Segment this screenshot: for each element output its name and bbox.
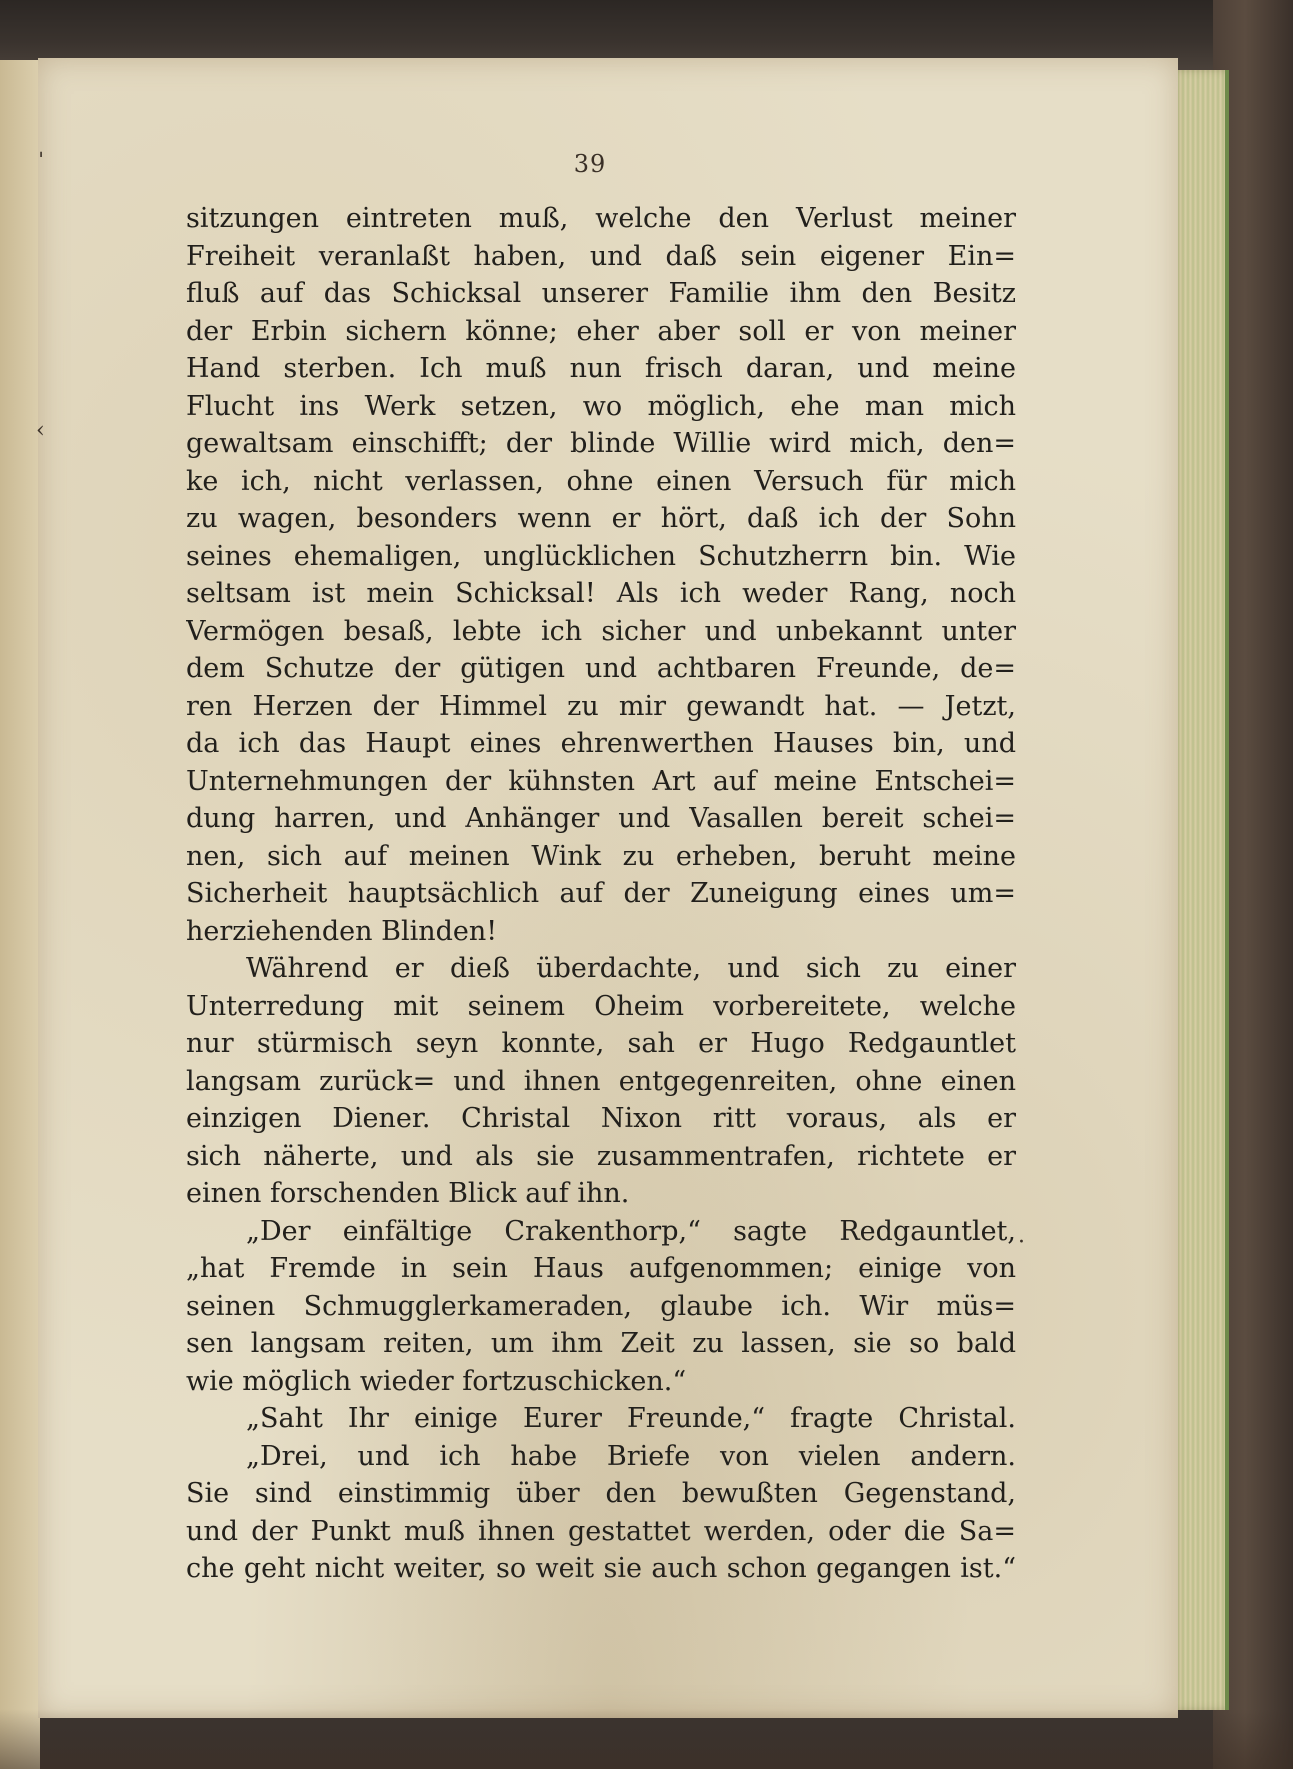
text-line: Unternehmungen der kühnsten Art auf meine Entschei= xyxy=(186,765,1016,797)
text-line: sen langsam reiten, um ihm Zeit zu lassen, sie so bald xyxy=(186,1328,1016,1359)
page-edge-stack xyxy=(1170,70,1229,1710)
text-line: Unterredung mit seinem Oheim vorbereitete, welche xyxy=(186,990,1016,1022)
text-line: ke ich, nicht verlassen, ohne einen Versuch für mich xyxy=(186,465,1016,497)
margin-dot-mark: · xyxy=(1018,1230,1025,1255)
margin-arrow-mark: ‹ xyxy=(36,418,45,443)
text-line: Während er dieß überdachte, und sich zu einer xyxy=(246,953,1016,984)
text-line: und der Punkt muß ihnen gestattet werden, oder die Sa= xyxy=(186,1515,1016,1547)
text-line: Flucht ins Werk setzen, wo möglich, ehe man mich xyxy=(186,390,1016,422)
text-line: langsam zurück= und ihnen entgegenreiten, ohne einen xyxy=(186,1065,1016,1097)
text-line: nen, sich auf meinen Wink zu erheben, beruht meine xyxy=(186,840,1016,872)
text-line: nur stürmisch seyn konnte, sah er Hugo Redgauntlet xyxy=(186,1028,1016,1059)
text-line: zu wagen, besonders wenn er hört, daß ich der Sohn xyxy=(186,503,1016,534)
text-line: einzigen Diener. Christal Nixon ritt voraus, als er xyxy=(186,1103,1016,1134)
text-line: sitzungen eintreten muß, welche den Verlust meiner xyxy=(186,203,1016,234)
text-line: gewaltsam einschifft; der blinde Willie wird mich, den= xyxy=(186,428,1016,459)
text-line: der Erbin sichern könne; eher aber soll er von meiner xyxy=(186,315,1016,347)
text-line: Vermögen besaß, lebte ich sicher und unbekannt unter xyxy=(186,615,1016,647)
text-line: „Der einfältige Crakenthorp,“ sagte Redgauntlet, xyxy=(246,1215,1016,1247)
text-line: dem Schutze der gütigen und achtbaren Freunde, de= xyxy=(186,653,1016,684)
text-line: „Saht Ihr einige Eurer Freunde,“ fragte Christal. xyxy=(246,1403,1016,1434)
margin-tick-mark: ˈ xyxy=(38,150,45,175)
left-page-margin xyxy=(0,60,40,1769)
text-line: Hand sterben. Ich muß nun frisch daran, und meine xyxy=(186,353,1016,384)
body-text xyxy=(186,200,1016,1588)
text-line: Sicherheit hauptsächlich auf der Zuneigung eines um= xyxy=(186,878,1016,909)
text-line: Freiheit veranlaßt haben, und daß sein eigener Ein= xyxy=(186,240,1016,272)
text-line: seltsam ist mein Schicksal! Als ich weder Rang, noch xyxy=(186,578,1016,609)
text-line: seinen Schmugglerkameraden, glaube ich. Wir müs= xyxy=(186,1290,1016,1322)
page-number: 39 xyxy=(573,150,607,178)
text-line: „hat Fremde in sein Haus aufgenommen; einige von xyxy=(186,1253,1016,1284)
text-line: wie möglich wieder fortzuschicken.“ xyxy=(186,1365,687,1397)
bottom-shadow xyxy=(0,1709,1293,1769)
text-line: fluß auf das Schicksal unserer Familie ihm den Besitz xyxy=(186,278,1016,309)
text-line: herziehenden Blinden! xyxy=(186,915,498,947)
text-line: Sie sind einstimmig über den bewußten Gegenstand, xyxy=(186,1478,1016,1509)
text-line: einen forschenden Blick auf ihn. xyxy=(186,1178,630,1209)
text-line: sich näherte, und als sie zusammentrafen, richtete er xyxy=(186,1140,1016,1172)
text-line: seines ehemaligen, unglücklichen Schutzherrn bin. Wie xyxy=(186,540,1016,572)
text-line: da ich das Haupt eines ehrenwerthen Hauses bin, und xyxy=(186,728,1016,759)
text-line: dung harren, und Anhänger und Vasallen bereit schei= xyxy=(186,803,1016,834)
text-line: „Drei, und ich habe Briefe von vielen andern. xyxy=(246,1440,1016,1472)
text-line: ren Herzen der Himmel zu mir gewandt hat. — Jetzt, xyxy=(186,690,1016,722)
text-line: che geht nicht weiter, so weit sie auch schon gegangen ist.“ xyxy=(186,1553,1016,1584)
